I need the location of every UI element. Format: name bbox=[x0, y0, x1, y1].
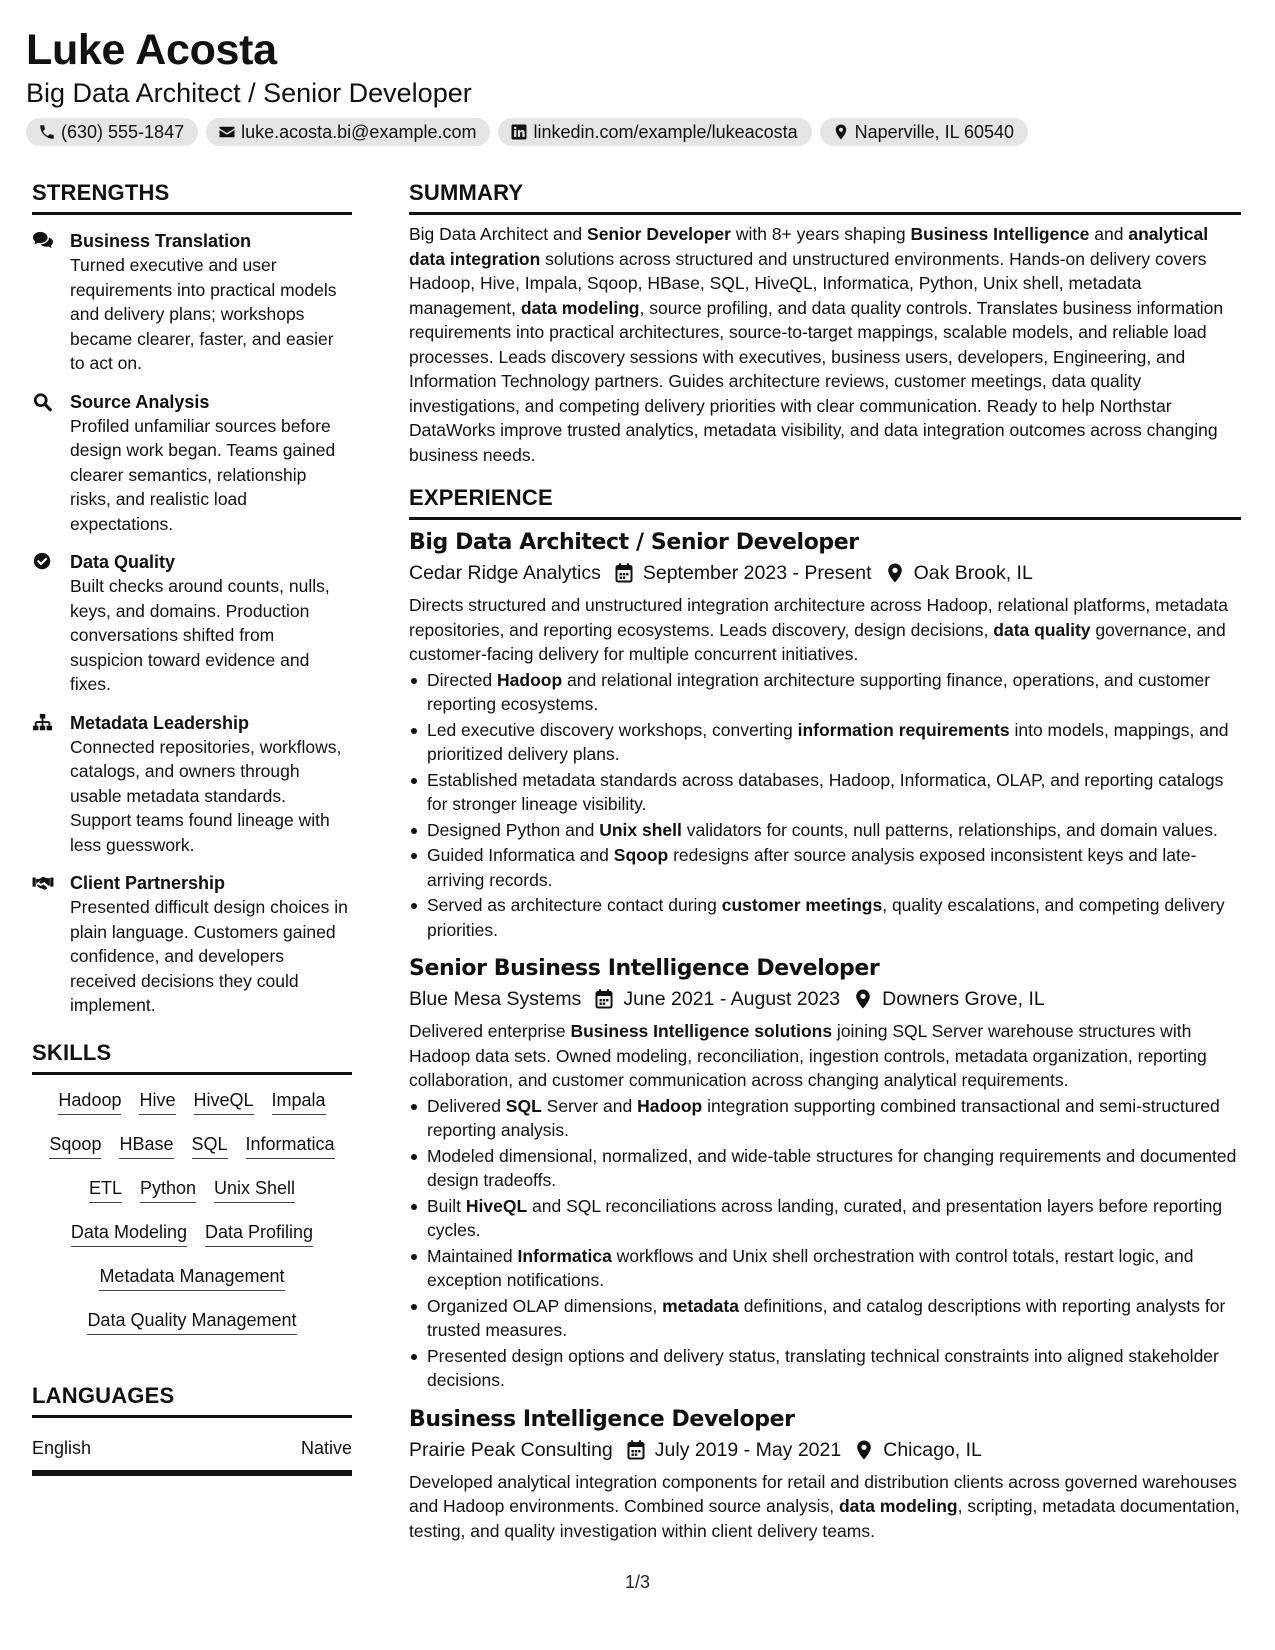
job-meta bbox=[409, 559, 1241, 587]
job-company: Prairie Peak Consulting bbox=[409, 1438, 613, 1461]
left-column bbox=[32, 178, 352, 1476]
job-location: Downers Grove, IL bbox=[882, 988, 1045, 1010]
job-company: Cedar Ridge Analytics bbox=[409, 562, 601, 584]
skill-tag: Informatica bbox=[246, 1133, 335, 1159]
resume-header bbox=[26, 26, 1251, 146]
skill-tag: Data Quality Management bbox=[87, 1309, 296, 1335]
contact-email-text: luke.acosta.bi@example.com bbox=[241, 121, 477, 142]
right-column bbox=[409, 178, 1241, 1543]
job-bullet: Designed Python and Unix shell validators for counts, null patterns, relationships, and domain values. bbox=[409, 818, 1241, 843]
job-entry bbox=[409, 1405, 1241, 1544]
strength-name: Source Analysis bbox=[70, 391, 210, 412]
job-bullet: Presented design options and delivery status, translating technical constraints into aligned stakeholder decisions. bbox=[409, 1344, 1241, 1393]
strength-desc: Presented difficult design choices in plain language. Customers gained confidence, and developers received decisions they could implement. bbox=[70, 897, 348, 1015]
summary-text: Big Data Architect and Senior Developer with 8+ years shaping Business Intelligence and analytical data integration solutions across structured and unstructured environments. Hands-on delivery covers Hadoop, Hive, Impala, Sqoop, HBase, SQL, HiveQL, Informatica, Python, Unix shell, metadata management, data modeling, source profiling, and data quality controls. Translates business information requirements into practical architectures, source-to-target mappings, scalable models, and reliable load processes. Leads discovery sessions with executives, business users, developers, Engineering, and Information Technology partners. Guides architecture reviews, customer meetings, data quality investigations, and competing delivery priorities with clear communication. Ready to help Northstar DataWorks improve trusted analytics, metadata visibility, and data integration outcomes across changing business needs. bbox=[409, 224, 1224, 465]
strength-item bbox=[32, 229, 352, 376]
strength-name: Client Partnership bbox=[70, 873, 226, 893]
skill-tag: Data Profiling bbox=[205, 1221, 313, 1247]
job-title: Senior Business Intelligence Developer bbox=[409, 956, 880, 981]
handshake-icon bbox=[32, 873, 54, 893]
strength-desc: Built checks around counts, nulls, keys, and domains. Production conversations shifted from suspicion toward evidence and fixes. bbox=[70, 576, 330, 694]
skill-tag: Hadoop bbox=[58, 1089, 121, 1115]
job-bullets bbox=[409, 668, 1241, 943]
strength-item bbox=[32, 711, 352, 858]
comments-icon bbox=[32, 231, 54, 251]
job-dates: September 2023 - Present bbox=[642, 562, 872, 584]
summary-heading: SUMMARY bbox=[409, 178, 1241, 215]
skills-heading: SKILLS bbox=[32, 1038, 352, 1075]
strength-item bbox=[32, 871, 352, 1018]
language-row bbox=[32, 1436, 352, 1476]
experience-section bbox=[409, 483, 1241, 1543]
calendar-icon bbox=[615, 563, 633, 583]
job-bullet: Guided Informatica and Sqoop redesigns after source analysis exposed inconsistent keys and late-arriving records. bbox=[409, 843, 1241, 892]
strength-item bbox=[32, 390, 352, 537]
job-dates: June 2021 - August 2023 bbox=[623, 988, 841, 1010]
job-bullet: Directed Hadoop and relational integration architecture supporting finance, operations, and customer reporting ecosystems. bbox=[409, 668, 1241, 717]
job-description: Delivered enterprise Business Intelligence solutions joining SQL Server warehouse structures with Hadoop data sets. Owned modeling, reconciliation, ingestion controls, metadata organization, reporting collaboration, and customer communication across changing analytical requirements. bbox=[409, 1021, 1207, 1090]
job-bullet: Maintained Informatica workflows and Unix shell orchestration with control totals, restart logic, and exception notifications. bbox=[409, 1244, 1241, 1293]
skill-tag: Python bbox=[140, 1177, 196, 1203]
job-location: Chicago, IL bbox=[883, 1438, 982, 1461]
language-name: English bbox=[32, 1437, 92, 1458]
map-marker-icon bbox=[886, 563, 904, 583]
contact-bar bbox=[26, 118, 1251, 146]
languages-heading: LANGUAGES bbox=[32, 1381, 352, 1418]
job-bullet: Led executive discovery workshops, converting information requirements into models, mappings, and prioritized delivery plans. bbox=[409, 718, 1241, 767]
job-bullet: Modeled dimensional, normalized, and wide-table structures for changing requirements and documented design tradeoffs. bbox=[409, 1144, 1241, 1193]
contact-linkedin[interactable] bbox=[498, 118, 811, 146]
skills-list bbox=[32, 1075, 352, 1335]
job-title: Big Data Architect / Senior Developer bbox=[409, 530, 859, 555]
sitemap-icon bbox=[32, 713, 54, 733]
language-level: Native bbox=[300, 1437, 352, 1458]
job-dates: July 2019 - May 2021 bbox=[654, 1438, 842, 1461]
job-description: Directs structured and unstructured integration architecture across Hadoop, relational platforms, metadata repositories, and reporting ecosystems. Leads discovery, design decisions, data quality governance, and customer-facing delivery for multiple concurrent initiatives. bbox=[409, 595, 1229, 664]
contact-linkedin-text: linkedin.com/example/lukeacosta bbox=[533, 121, 798, 142]
candidate-name: Luke Acosta bbox=[26, 26, 277, 74]
skill-tag: Sqoop bbox=[49, 1133, 101, 1159]
job-bullet: Organized OLAP dimensions, metadata definitions, and catalog descriptions with reporting analysts for trusted measures. bbox=[409, 1294, 1241, 1343]
skill-tag: Data Modeling bbox=[71, 1221, 187, 1247]
calendar-icon bbox=[627, 1440, 645, 1460]
strength-name: Business Translation bbox=[70, 231, 252, 251]
skill-tag: Unix Shell bbox=[214, 1177, 295, 1203]
job-description: Developed analytical integration components for retail and distribution clients across governed warehouses and Hadoop environments. Combined source analysis, data modeling, scripting, metadata documentation, testing, and quality investigation within client delivery teams. bbox=[409, 1471, 1240, 1541]
job-bullet: Built HiveQL and SQL reconciliations across landing, curated, and presentation layers before reporting cycles. bbox=[409, 1194, 1241, 1243]
strength-item bbox=[32, 550, 352, 697]
candidate-title: Big Data Architect / Senior Developer bbox=[26, 78, 472, 108]
page-number: 1/3 bbox=[624, 1572, 651, 1592]
job-title: Business Intelligence Developer bbox=[409, 1406, 795, 1432]
summary-section bbox=[409, 178, 1241, 467]
contact-location bbox=[820, 118, 1028, 146]
job-bullet: Served as architecture contact during customer meetings, quality escalations, and competing delivery priorities. bbox=[409, 893, 1241, 942]
job-bullets bbox=[409, 1094, 1241, 1393]
job-entry bbox=[409, 528, 1241, 942]
experience-heading: EXPERIENCE bbox=[409, 483, 1241, 520]
skill-tag: Hive bbox=[139, 1089, 175, 1115]
skill-tag: HBase bbox=[119, 1133, 173, 1159]
job-company: Blue Mesa Systems bbox=[409, 988, 582, 1010]
contact-location-text: Naperville, IL 60540 bbox=[854, 121, 1015, 142]
map-marker-icon bbox=[855, 1440, 873, 1460]
strength-desc: Turned executive and user requirements into practical models and delivery plans; workshops became clearer, faster, and easier to act on. bbox=[70, 255, 337, 373]
strength-name: Data Quality bbox=[70, 552, 176, 572]
job-bullet: Established metadata standards across databases, Hadoop, Informatica, OLAP, and reporting catalogs for stronger lineage visibility. bbox=[409, 768, 1241, 817]
job-entry bbox=[409, 954, 1241, 1393]
contact-phone-text: (630) 555-1847 bbox=[61, 121, 185, 142]
job-meta bbox=[409, 1436, 1241, 1464]
strengths-heading: STRENGTHS bbox=[32, 178, 352, 215]
envelope-icon bbox=[218, 123, 236, 141]
skill-tag: HiveQL bbox=[194, 1089, 254, 1115]
strength-desc: Profiled unfamiliar sources before design work began. Teams gained clearer semantics, relationship risks, and realistic load expectations. bbox=[70, 415, 336, 534]
job-location: Oak Brook, IL bbox=[913, 562, 1033, 584]
strength-name: Metadata Leadership bbox=[70, 712, 250, 733]
contact-phone[interactable] bbox=[26, 118, 198, 146]
check-circle-icon bbox=[32, 552, 54, 572]
skill-tag: Impala bbox=[272, 1089, 326, 1115]
map-marker-icon bbox=[832, 123, 850, 141]
job-bullet: Delivered SQL Server and Hadoop integration supporting combined transactional and semi-structured reporting analysis. bbox=[409, 1094, 1241, 1143]
languages-section bbox=[32, 1381, 352, 1476]
calendar-icon bbox=[595, 989, 613, 1009]
strength-desc: Connected repositories, workflows, catalogs, and owners through usable metadata standards. Support teams found lineage with less guesswork. bbox=[70, 736, 342, 855]
skill-tag: Metadata Management bbox=[99, 1265, 284, 1291]
phone-icon bbox=[38, 123, 56, 141]
skills-section bbox=[32, 1038, 352, 1335]
map-marker-icon bbox=[854, 989, 872, 1009]
skill-tag: ETL bbox=[89, 1177, 122, 1203]
skill-tag: SQL bbox=[192, 1133, 228, 1159]
strengths-section bbox=[32, 178, 352, 1018]
contact-email[interactable] bbox=[206, 118, 490, 146]
search-icon bbox=[32, 392, 54, 412]
linkedin-icon bbox=[510, 123, 528, 141]
job-meta bbox=[409, 985, 1241, 1013]
